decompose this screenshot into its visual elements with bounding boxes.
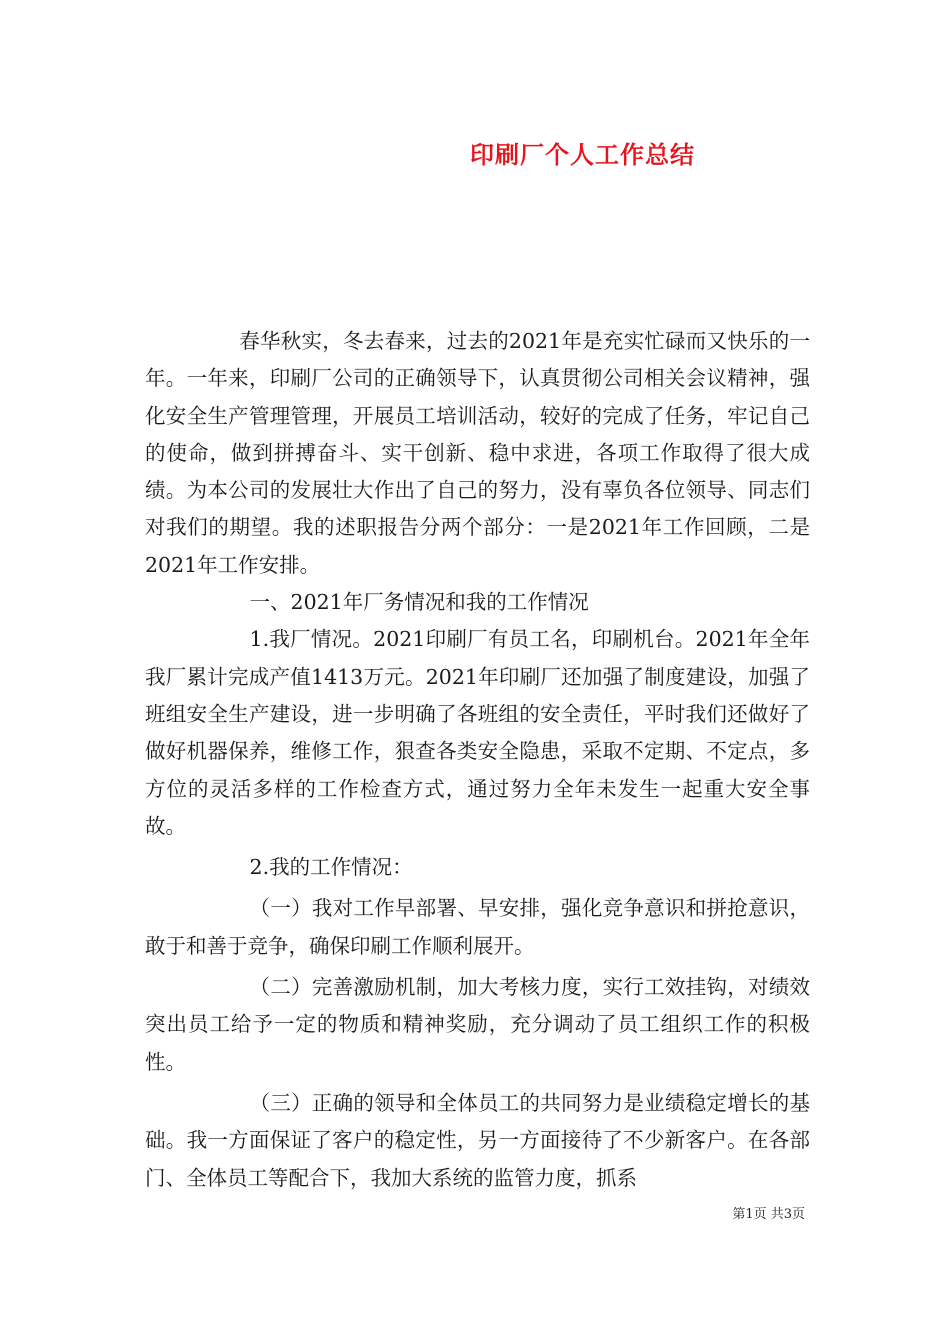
paragraph-item-2: （二）完善激励机制，加大考核力度，实行工效挂钩，对绩效突出员工给予一定的物质和精神奖励，充分调动了员工组织工作的积极性。 xyxy=(145,975,810,1074)
document-title: 印刷厂个人工作总结 xyxy=(470,140,695,169)
subheading-my-work: 2.我的工作情况： xyxy=(249,855,413,880)
paragraph-factory-status: 1.我厂情况。2021印刷厂有员工名，印刷机台。2021年全年我厂累计完成产值1413万元。2021年印刷厂还加强了制度建设，加强了班组安全生产建设，进一步明确了各班组的安全责任，平时我们还做好了做好机器保养，维修工作，狠查各类安全隐患，采取不定期、不定点，多方位的灵活多样的工作检查方式，通过努力全年未发生一起重大安全事故。 xyxy=(145,627,810,838)
paragraph-intro: 春华秋实，冬去春来，过去的2021年是充实忙碌而又快乐的一年。一年来，印刷厂公司的正确领导下，认真贯彻公司相关会议精神，强化安全生产管理管理，开展员工培训活动，较好的完成了任务，牢记自己的使命，做到拼搏奋斗、实干创新、稳中求进，各项工作取得了很大成绩。为本公司的发展壮大作出了自己的努力，没有辜负各位领导、同志们对我们的期望。我的述职报告分两个部分：一是2021年工作回顾，二是2021年工作安排。 xyxy=(145,329,810,577)
page-number: 第1页 共3页 xyxy=(732,1207,805,1222)
paragraph-item-1: （一）我对工作早部署、早安排，强化竞争意识和拼抢意识，敢于和善于竞争，确保印刷工作顺利展开。 xyxy=(145,896,810,958)
paragraph-item-3: （三）正确的领导和全体员工的共同努力是业绩稳定增长的基础。我一方面保证了客户的稳定性，另一方面接待了不少新客户。在各部门、全体员工等配合下，我加大系统的监管力度，抓系 xyxy=(145,1090,810,1190)
section-heading-1: 一、2021年厂务情况和我的工作情况 xyxy=(249,590,589,615)
document-body xyxy=(145,323,810,1197)
